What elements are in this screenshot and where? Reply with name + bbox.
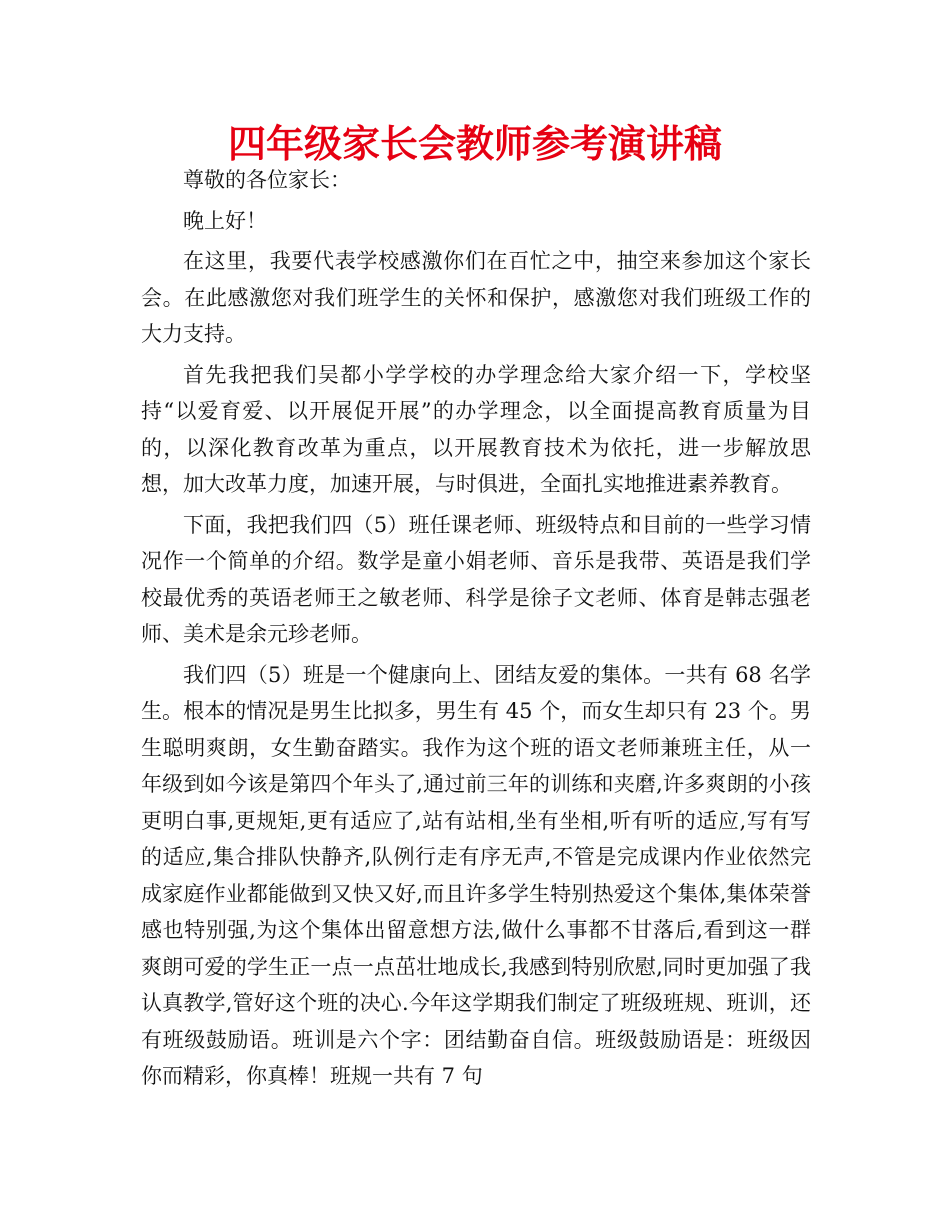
paragraph-thanks: 在这里，我要代表学校感激你们在百忙之中，抽空来参加这个家长会。在此感激您对我们班学生的关怀和保护，感激您对我们班级工作的大力支持。 bbox=[141, 249, 811, 346]
paragraph-teachers-intro: 下面，我把我们四（5）班任课老师、班级特点和目前的一些学习情况作一个简单的介绍。数学是童小娟老师、音乐是我带、英语是我们学校最优秀的英语老师王之敏老师、科学是徐子文老师、体育是韩志强老师、美术是余元珍老师。 bbox=[141, 512, 811, 646]
paragraph-class-overview: 我们四（5）班是一个健康向上、团结友爱的集体。一共有 68 名学生。根本的情况是男生比拟多，男生有 45 个，而女生却只有 23 个。男生聪明爽朗，女生勤奋踏实。我作为这个班的语文老师兼班主任，从一年级到如今该是第四个年头了,通过前三年的训练和夹磨,许多爽朗的小孩更明白事,更规矩,更有适应了,站有站相,坐有坐相,听有听的适应,写有写的适应,集合排队快静齐,队例行走有序无声,不管是完成课内作业依然完成家庭作业都能做到又快又好,而且许多学生特别热爱这个集体,集体荣誉感也特别强,为这个集体出留意想方法,做什么事都不甘落后,看到这一群爽朗可爱的学生正一点一点茁壮地成长,我感到特别欣慰,同时更加强了我认真教学,管好这个班的决心.今年这学期我们制定了班级班规、班训，还有班级鼓励语。班训是六个字：团结勤奋自信。班级鼓励语是：班级因你而精彩，你真棒！班规一共有 7 句 bbox=[141, 662, 811, 1088]
paragraph-school-philosophy: 首先我把我们吴都小学学校的办学理念给大家介绍一下，学校坚持“以爱育爱、以开展促开展”的办学理念，以全面提高教育质量为目的，以深化教育改革为重点，以开展教育技术为依托，进一步解放思想，加大改革力度，加速开展，与时俱进，全面扎实地推进素养教育。 bbox=[141, 362, 811, 496]
greeting: 晚上好！ bbox=[183, 208, 267, 233]
document-title: 四年级家长会教师参考演讲稿 bbox=[227, 122, 722, 166]
document-body bbox=[141, 162, 811, 1099]
salutation: 尊敬的各位家长： bbox=[183, 168, 351, 192]
